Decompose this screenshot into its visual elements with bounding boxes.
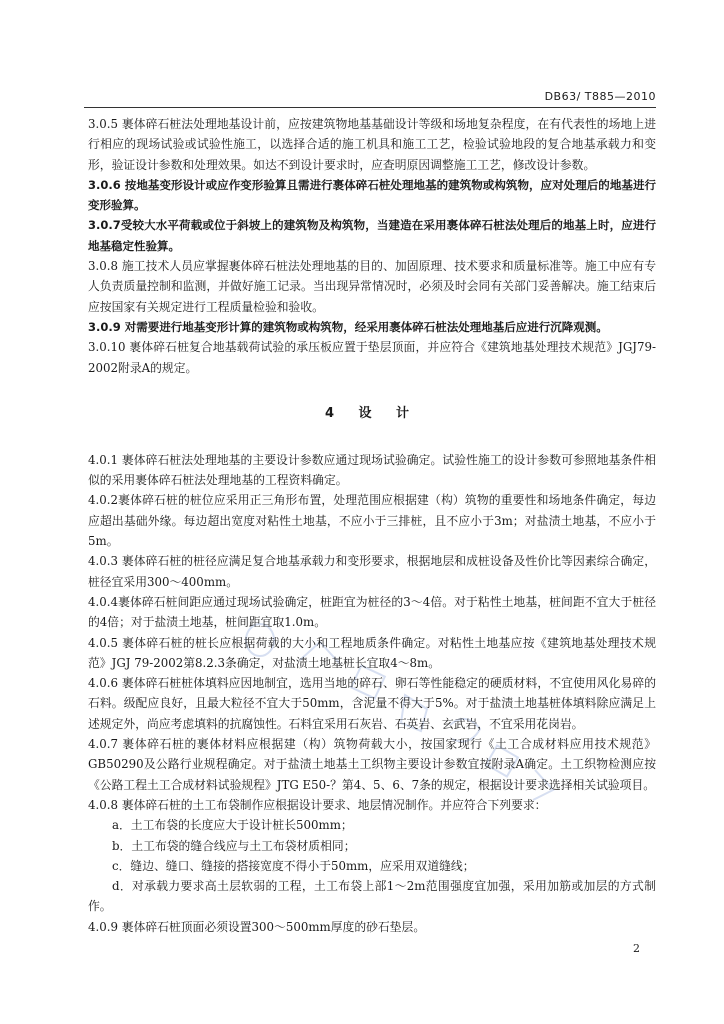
clause-4-0-2: 4.0.2裹体碎石桩的桩位应采用正三角形布置，处理范围应根据建（构）筑物的重要性和场地条件确定，每边应超出基础外缘。每边超出宽度对粘性土地基，不应小于三排桩，且不应小于3m；对盐渍土地基，不应小于5m。 — [88, 493, 656, 549]
standard-code: DB63/ T885—2010 — [544, 90, 656, 103]
document-body — [88, 114, 656, 937]
clause-4-0-5: 4.0.5 裹体碎石桩的桩长应根据荷载的大小和工程地质条件确定。对粘性土地基应按《建筑地基处理技术规范》JGJ 79-2002第8.2.3条确定，对盐渍土地基桩长宜取4～8m。 — [88, 635, 656, 670]
page-number: 2 — [633, 942, 640, 955]
list-item-a: a．土工布袋的长度应大于设计桩长500mm； — [112, 818, 353, 833]
list-item-b: b．土工布袋的缝合线应与土工布袋材质相同； — [112, 838, 356, 853]
clause-3-0-8: 3.0.8 施工技术人员应掌握裹体碎石桩法处理地基的目的、加固原理、技术要求和质量标准等。施工中应有专人负责质量控制和监测，并做好施工记录。当出现异常情况时，必须及时会同有关部门妥善解决。施工结束后应按国家有关规定进行工程质量检验和验收。 — [88, 259, 656, 314]
list-item-c: c．缝边、缝口、缝接的搭接宽度不得小于50mm，应采用双道缝线； — [112, 858, 475, 873]
clause-4-0-4: 4.0.4裹体碎石桩间距应通过现场试验确定，桩距宜为桩径的3～4倍。对于粘性土地基，桩间距不宜大于桩径的4倍；对于盐渍土地基，桩间距宜取1.0m。 — [88, 594, 656, 630]
clause-4-0-1: 4.0.1 裹体碎石桩法处理地基的主要设计参数应通过现场试验确定。试验性施工的设计参数可参照地基条件相似的采用裹体碎石桩法处理地基的工程资料确定。 — [88, 452, 656, 488]
clause-4-0-3: 4.0.3 裹体碎石桩的桩径应满足复合地基承载力和变形要求，根据地层和成桩设备及性价比等因素综合确定，桩径宜采用300～400mm。 — [88, 554, 656, 589]
clause-3-0-6: 3.0.6 按地基变形设计或应作变形验算且需进行裹体碎石桩处理地基的建筑物或构筑物，应对处理后的地基进行变形验算。 — [88, 177, 656, 213]
list-item-d: d．对承载力要求高土层软弱的工程，土工布袋上部1～2m范围强度宜加强，采用加筋或加层的方式制作。 — [88, 879, 656, 914]
clause-3-0-9: 3.0.9 对需要进行地基变形计算的建筑物或构筑物，经采用裹体碎石桩法处理地基后应进行沉降观测。 — [88, 319, 608, 334]
header-rule — [84, 107, 656, 108]
section-heading: 4 设 计 — [324, 405, 420, 421]
clause-4-0-8: 4.0.8 裹体碎石桩的土工布袋制作应根据设计要求、地层情况制作。并应符合下列要求： — [88, 797, 547, 812]
clause-4-0-9: 4.0.9 裹体碎石桩顶面必须设置300～500mm厚度的砂石垫层。 — [88, 919, 426, 934]
clause-3-0-7: 3.0.7受较大水平荷载或位于斜坡上的建筑物及构筑物，当建造在采用裹体碎石桩法处理后的地基上时，应进行地基稳定性验算。 — [88, 218, 656, 253]
clause-4-0-7: 4.0.7 裹体碎石桩的裹体材料应根据建（构）筑物荷载大小，按国家现行《土工合成材料应用技术规范》GB50290及公路行业规程确定。对于盐渍土地基土工织物主要设计参数宜按附录A确定。土工织物检测应按《公路工程土工合成材料试验规程》JTG E50-？第4、5、6、7条的规定，根据设计要求选择相关试验项目。 — [88, 737, 656, 792]
clause-3-0-10: 3.0.10 裹体碎石桩复合地基载荷试验的承压板应置于垫层顶面，并应符合《建筑地基处理技术规范》JGJ79-2002附录A的规定。 — [88, 340, 656, 375]
clause-3-0-5: 3.0.5 裹体碎石桩法处理地基设计前，应按建筑物地基基础设计等级和场地复杂程度，在有代表性的场地上进行相应的现场试验或试验性施工，以选择合适的施工机具和施工工艺，检验试验地段的复合地基承载力和变形，验证设计参数和处理效果。如达不到设计要求时，应查明原因调整施工工艺，修改设计参数。 — [88, 117, 656, 172]
clause-4-0-6: 4.0.6 裹体碎石桩桩体填料应因地制宜，选用当地的碎石、卵石等性能稳定的硬质材料，不宜使用风化易碎的石料。级配应良好，且最大粒径不宜大于50mm，含泥量不得大于5%。对于盐渍土地基桩体填料除应满足上述规定外，尚应考虑填料的抗腐蚀性。石料宜采用石灰岩、石英岩、玄武岩，不宜采用花岗岩。 — [88, 676, 656, 731]
